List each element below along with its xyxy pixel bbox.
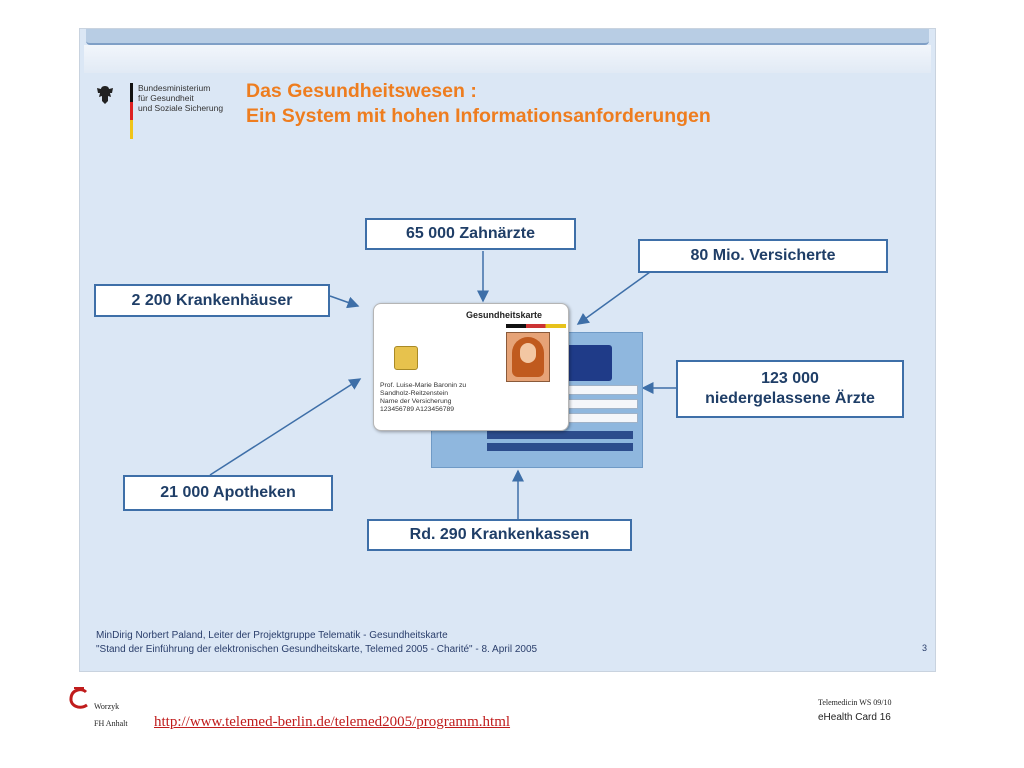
source-link[interactable]: http://www.telemed-berlin.de/telemed2005/programm.html (154, 714, 511, 730)
author-name: Worzyk (94, 702, 120, 711)
box-versicherte: 80 Mio. Versicherte (638, 239, 888, 273)
fh-anhalt-logo-icon (66, 686, 92, 712)
arrow-versicherte (578, 272, 650, 324)
source-note: MinDirig Norbert Paland, Leiter der Projektgruppe Telematik - Gesundheitskarte "Stand der Einführung der elektronischen Gesundheitskarte, Telemed 2005 - Charité" - 8. April 2005 (96, 630, 538, 655)
box-aerzte: 123 000 niedergelassene Ärzte (676, 360, 904, 418)
institution-name: FH Anhalt (94, 719, 128, 728)
slide-label: eHealth Card 16 (818, 712, 891, 723)
ministry-name: Bundesministerium für Gesundheit und Soziale Sicherung (138, 83, 224, 113)
box-krankenkassen: Rd. 290 Krankenkassen (367, 519, 632, 551)
card-stripe (564, 399, 638, 409)
arrow-apotheken (210, 379, 360, 475)
arrow-krankenhaeuser (330, 296, 358, 306)
eu-emblem (566, 345, 612, 381)
chip-icon (394, 346, 418, 370)
card-title: Gesundheitskarte (466, 310, 543, 320)
health-card-front (373, 303, 569, 431)
course-label: Telemedicin WS 09/10 (818, 698, 892, 707)
slide-image (79, 28, 936, 672)
card-strip (487, 443, 633, 451)
card-stripe (564, 385, 638, 395)
slide-title-line-1: Das Gesundheitswesen : (246, 80, 477, 102)
slide-title-line-2: Ein System mit hohen Informationsanforderungen (246, 105, 711, 127)
card-stripe (564, 413, 638, 423)
author-block (94, 698, 128, 732)
box-krankenhaeuser: 2 200 Krankenhäuser (94, 284, 330, 317)
card-holder-text: Prof. Luise-Marie Baronin zu Sandholz-Reitzenstein Name der Versicherung 123456789 A123456789 (380, 382, 467, 413)
card-strip (487, 431, 633, 439)
box-zahnaerzte: 65 000 Zahnärzte (365, 218, 576, 250)
slide-number: 3 (921, 643, 927, 653)
box-apotheken: 21 000 Apotheken (123, 475, 333, 511)
card-photo (506, 332, 550, 382)
card-flag-stripe (506, 324, 566, 328)
